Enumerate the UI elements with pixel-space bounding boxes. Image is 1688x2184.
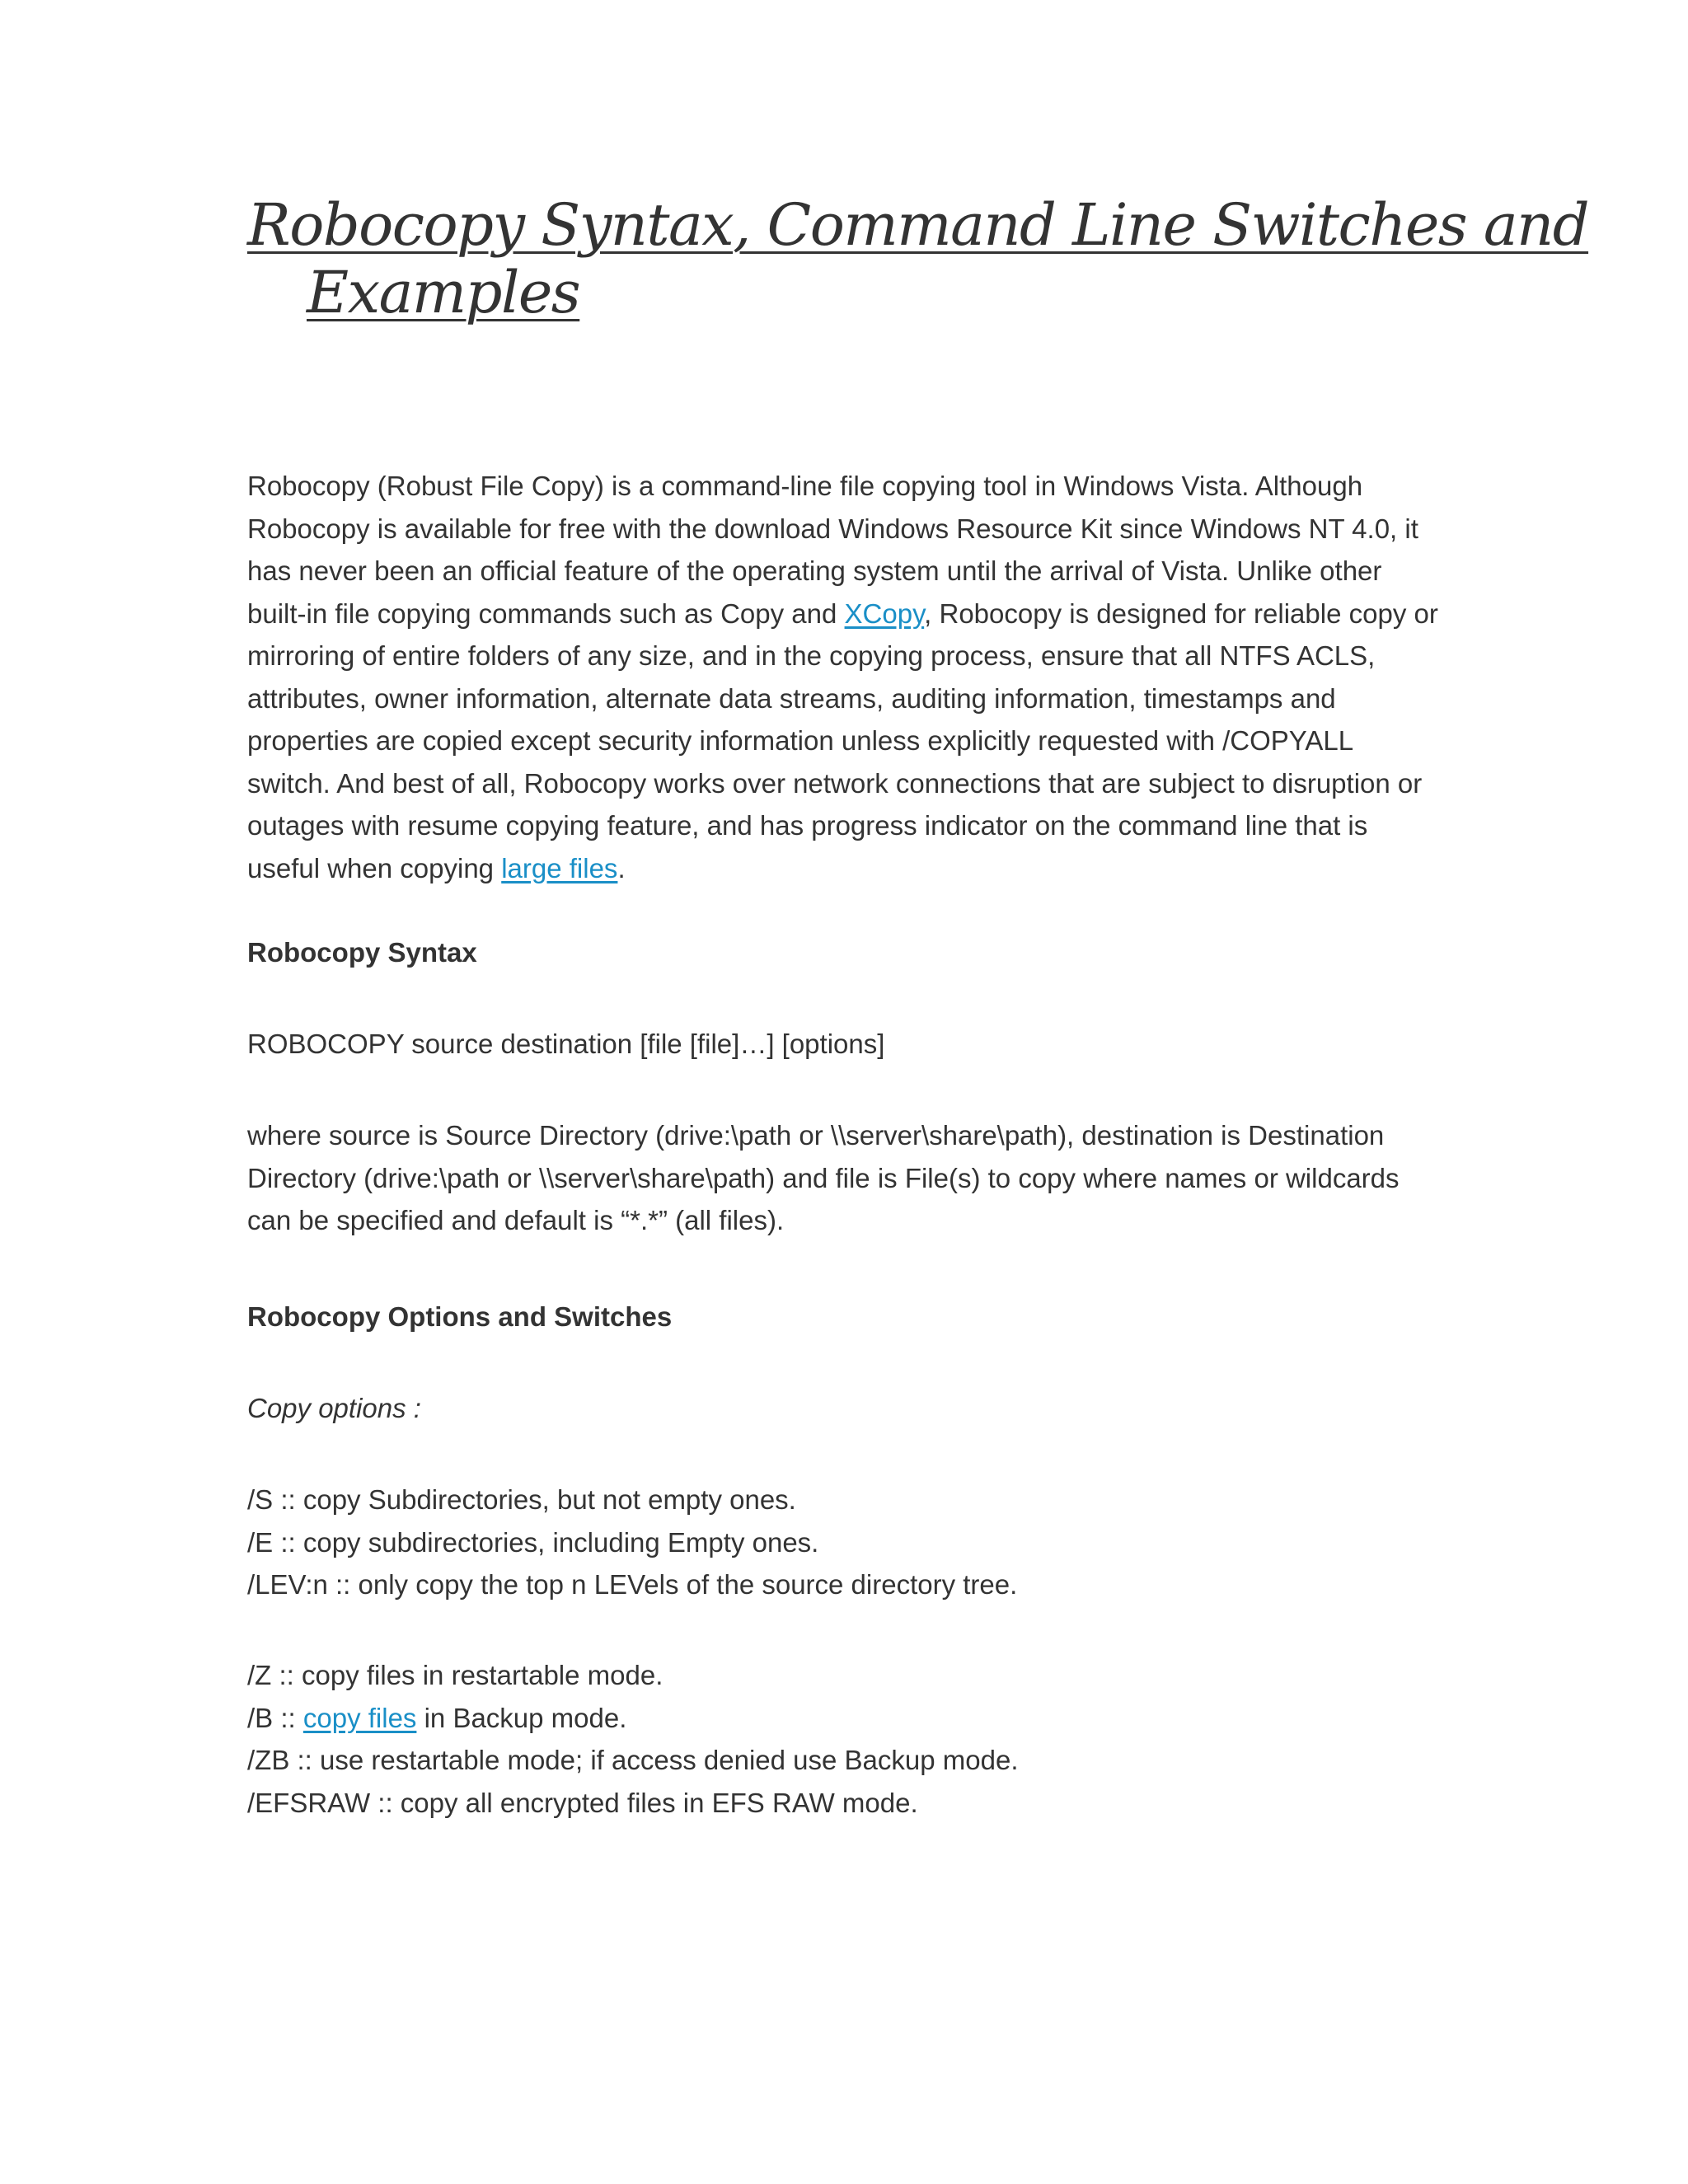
option-e-line: /E :: copy subdirectories, including Empty ones. [247,1526,819,1558]
option-lev-line: /LEV:n :: only copy the top n LEVels of the source directory tree. [247,1569,1018,1600]
intro-text-1: Robocopy (Robust File Copy) is a command-line file copying tool in Windows Vista. Although Robocopy is available for free with the download Windows Resource Kit since Windows NT 4.0, it has never been an official feature of the operating system until the arrival of Vista. Unlike other built-in file copying commands such as Copy and [247,471,1418,629]
syntax-explanation-paragraph: where source is Source Directory (drive:\path or \\server\share\path), destination is Destination Directory (drive:\path or \\server\share\path) and file is File(s) to copy where names or wildcards can be specified and default is “*.*” (all files). [247,1120,1400,1235]
xcopy-link[interactable]: XCopy [844,598,925,629]
option-s-line: /S :: copy Subdirectories, but not empty ones. [247,1484,796,1515]
option-b-suffix: in Backup mode. [416,1702,627,1733]
title-line-1: Robocopy Syntax, Command Line Switches and [247,191,1589,259]
copy-options-group-1 [247,1479,1442,1606]
option-efsraw-line: /EFSRAW :: copy all encrypted files in EFS RAW mode. [247,1787,918,1818]
title-line-2: Examples [307,259,580,326]
copy-files-link[interactable]: copy files [302,1702,417,1733]
option-b-prefix: /B :: [247,1702,303,1733]
copy-options-label: Copy options : [247,1393,421,1423]
intro-paragraph [247,465,1442,889]
page-title [247,191,1589,326]
intro-text-2: , Robocopy is designed for reliable copy or mirroring of entire folders of any size, and in the copying process, ensure that all NTFS ACLS, attributes, owner information, alternate data streams, auditing information, timestamps and properties are copied except security information unless explicitly requested with /COPYALL switch. And best of all, Robocopy works over network connections that are subject to disruption or outages with resume copying feature, and has progress indicator on the command line that is useful when copying [247,598,1438,883]
copy-options-group-2 [247,1654,1442,1824]
option-b-line [247,1697,1442,1740]
large-files-link[interactable]: large files [501,852,618,883]
option-z-line: /Z :: copy files in restartable mode. [247,1660,663,1690]
syntax-command-line: ROBOCOPY source destination [file [file]…] [options] [247,1029,885,1059]
syntax-heading: Robocopy Syntax [247,937,477,968]
intro-text-3: . [617,852,626,883]
options-heading: Robocopy Options and Switches [247,1301,673,1332]
option-zb-line: /ZB :: use restartable mode; if access denied use Backup mode. [247,1745,1019,1775]
